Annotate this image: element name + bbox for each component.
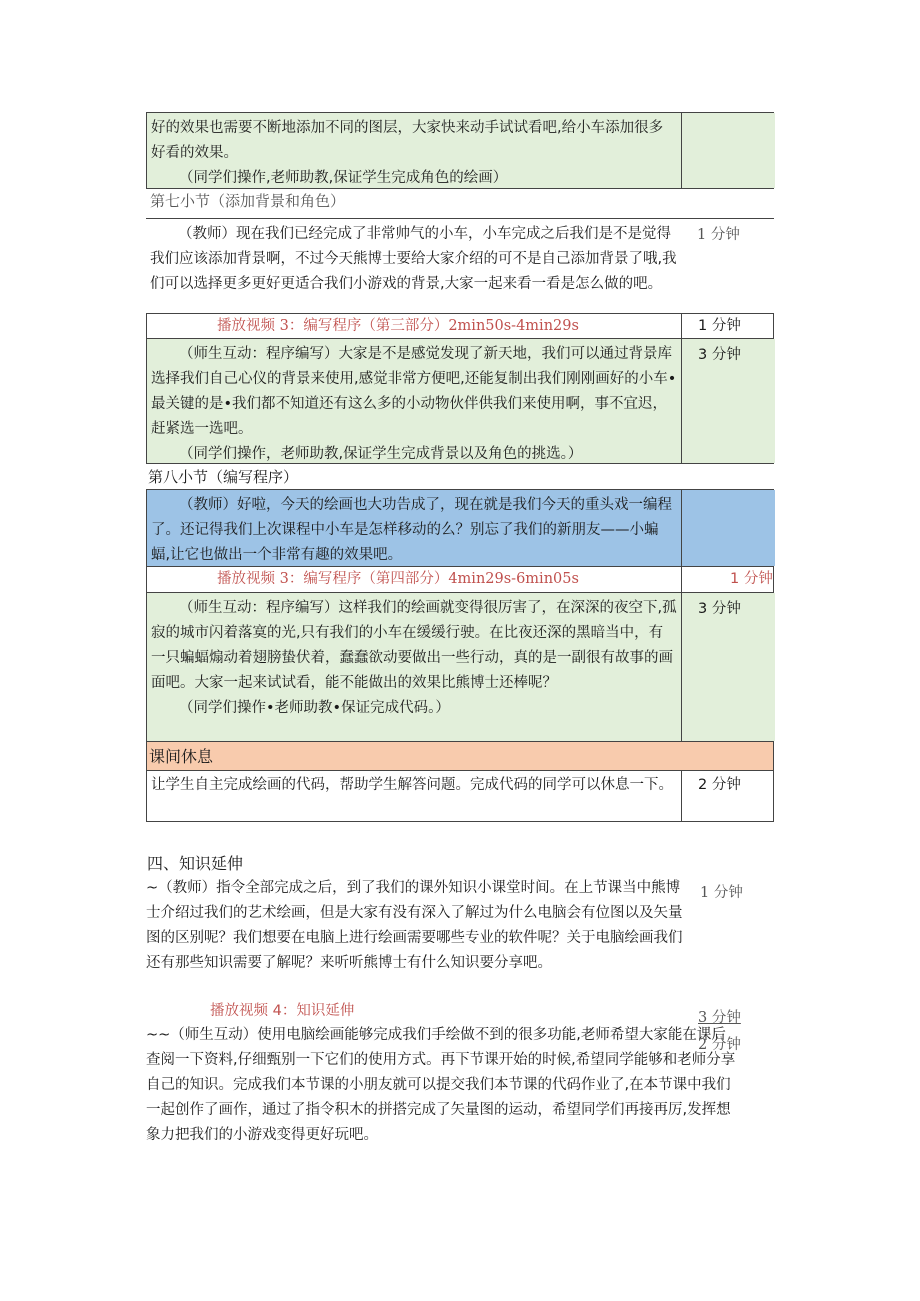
lesson-paragraph: （教师）现在我们已经完成了非常帅气的小车，小车完成之后我们是不是觉得我们应该添加背景啊，不过今天熊博士要给大家介绍的可不是自己添加背景了哦,我们可以选择更多更好更适合我们小游戏的背景,大家一起来看一看是怎么做的吧。	[150, 226, 677, 292]
table-row	[146, 339, 774, 464]
lesson-note: （同学们操作•老师助教•保证完成代码。）	[179, 700, 450, 716]
lesson-text-cell	[146, 219, 681, 314]
lesson-text-cell	[147, 593, 682, 741]
lesson-note: （同学们操作，老师助教,保证学生完成背景以及角色的挑选。）	[179, 446, 583, 462]
video-cell	[147, 567, 682, 592]
time-label: 1 分钟	[700, 885, 743, 901]
time-cell: 1 分钟	[730, 571, 773, 587]
time-cell	[682, 113, 775, 188]
table-row	[146, 218, 774, 313]
section-title-4: 四、知识延伸	[147, 854, 244, 873]
time-cell: 1 分钟	[697, 227, 740, 243]
time-cell: 3 分钟	[682, 593, 775, 741]
lesson-note: （同学们操作,老师助教,保证学生完成角色的绘画）	[179, 170, 508, 186]
break-title: 课间休息	[149, 747, 214, 766]
time-label: 3 分钟	[698, 1010, 741, 1026]
video-cell	[147, 314, 682, 338]
extension-paragraph-1: ~（教师）指令全部完成之后，到了我们的课外知识小课堂时间。在上节课当中熊博士介绍过我们的艺术绘画，但是大家有没有深入了解过为什么电脑会有位图以及矢量图的区别呢？我们想要在电脑上进行绘画需要哪些专业的软件呢？关于电脑绘画我们还有那些知识需要了解呢？来听听熊博士有什么知识要分享吧。	[146, 880, 683, 971]
lesson-text-cell	[147, 490, 682, 566]
extension-paragraph-2-text: ~~（师生互动）使用电脑绘画能够完成我们手绘做不到的很多功能,老师希望大家能在课后查阅一下资料,仔细甄别一下它们的使用方式。再下节课开始的时候,希望同学能够和老师分享自己的知识。完成我们本节课的小朋友就可以提交我们本节课的代码作业了,在本节课中我们一起创作了画作，通过了指令积木的拼搭完成了矢量图的运动，希望同学们再接再厉,发挥想象力把我们的小游戏变得更好玩吧。	[146, 1027, 736, 1143]
lesson-paragraph: （师生互动：程序编写）这样我们的绘画就变得很厉害了，在深深的夜空下,孤寂的城市闪着落寞的光,只有我们的小车在缓缓行驶。在比夜还深的黑暗当中，有一只蝙蝠煽动着翅膀蛰伏着，蠢蠢欲动要做出一些行动，真的是一副很有故事的画面吧。大家一起来试试看，能不能做出的效果比熊博士还棒呢？	[151, 600, 677, 691]
table-row	[146, 593, 774, 741]
time-cell	[682, 490, 775, 566]
time-cell: 1 分钟	[698, 318, 741, 334]
break-heading	[146, 741, 774, 771]
table-row	[146, 771, 774, 822]
extension-paragraph-2	[146, 1023, 736, 1148]
table-row	[146, 313, 774, 339]
time-label: 2 分钟	[698, 1037, 741, 1053]
video-label: 播放视频 4：知识延伸	[210, 1003, 355, 1019]
lesson-paragraph: （师生互动：程序编写）大家是不是感觉发现了新天地，我们可以通过背景库选择我们自己心仪的背景来使用,感觉非常方便吧,还能复制出我们刚刚画好的小车•最关键的是•我们都不知道还有这么多的小动物伙伴供我们来使用啊，事不宜迟，赶紧选一选吧。	[151, 346, 677, 437]
section-heading-8: 第八小节（编写程序）	[148, 468, 299, 486]
time-cell: 3 分钟	[682, 339, 775, 463]
lesson-text-cell	[147, 339, 682, 463]
video-label: 播放视频 3：编写程序（第四部分）4min29s-6min05s	[217, 571, 579, 587]
lesson-paragraph: 好的效果也需要不断地添加不同的图层，大家快来动手试试看吧,给小车添加很多好看的效果。	[151, 120, 664, 161]
lesson-text-cell	[147, 771, 682, 821]
table-row	[146, 112, 774, 189]
time-cell: 2 分钟	[698, 777, 741, 793]
lesson-text-cell	[147, 113, 682, 188]
table-row	[146, 489, 774, 567]
section-heading-7: 第七小节（添加背景和角色）	[150, 192, 346, 210]
lesson-paragraph: （教师）好啦，今天的绘画也大功告成了，现在就是我们今天的重头戏一编程了。还记得我们上次课程中小车是怎样移动的么？别忘了我们的新朋友——小蝙蝠,让它也做出一个非常有趣的效果吧。	[151, 497, 672, 563]
lesson-paragraph: 让学生自主完成绘画的代码，帮助学生解答问题。完成代码的同学可以休息一下。	[151, 777, 673, 793]
table-row	[146, 567, 774, 593]
video-label: 播放视频 3：编写程序（第三部分）2min50s-4min29s	[217, 318, 579, 334]
